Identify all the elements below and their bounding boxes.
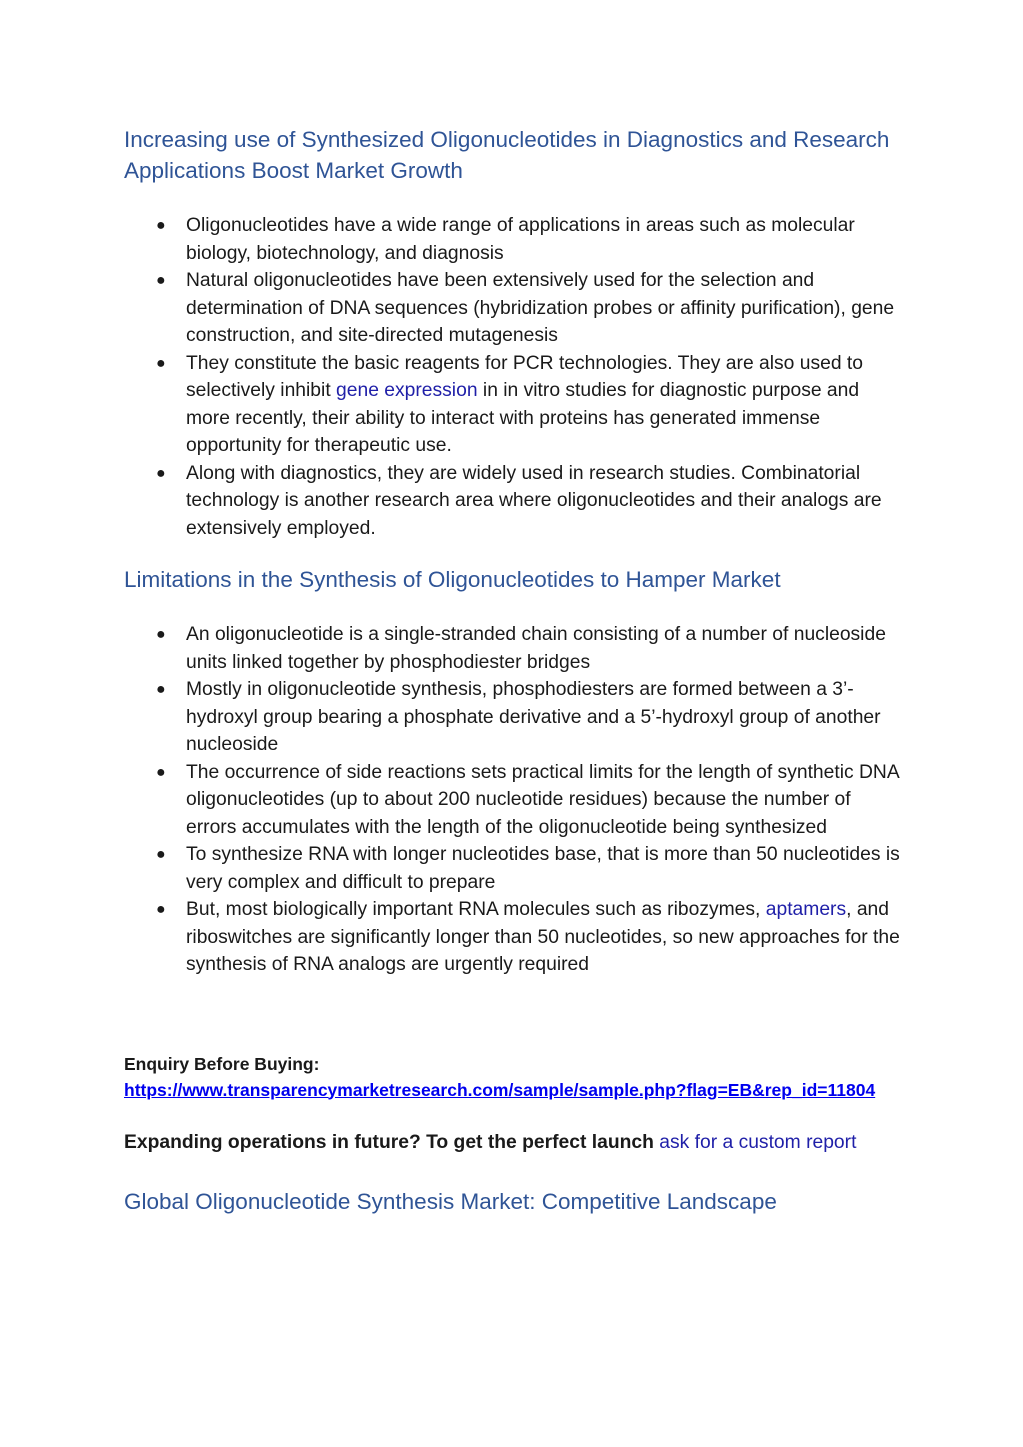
list-item-text: An oligonucleotide is a single-stranded chain consisting of a number of nucleoside units linked together by phosphodiester bridges [186, 624, 886, 673]
list-item [124, 759, 904, 842]
list-item [124, 460, 904, 543]
list-item-text: The occurrence of side reactions sets practical limits for the length of synthetic DNA oligonucleotides (up to about 200 nucleotide residues) because the number of errors accumulates with the length of the oligonucleotide being synthesized [186, 761, 899, 838]
bullet-icon: ● [156, 354, 166, 372]
list-item [124, 350, 904, 460]
custom-report-paragraph [124, 1129, 904, 1157]
bullet-icon: ● [156, 846, 166, 863]
list-item-text: To synthesize RNA with longer nucleotides base, that is more than 50 nucleotides is very complex and difficult to prepare [186, 844, 900, 893]
list-item-text: But, most biologically important RNA molecules such as ribozymes, [186, 899, 766, 920]
list-item-text: in in vitro studies for diagnostic purpose and more recently, their ability to interact with proteins has generated immense opportunity for therapeutic use. [186, 380, 860, 456]
list-item [124, 212, 904, 267]
growth-bullet-list [124, 212, 904, 542]
list-item [124, 676, 904, 759]
enquiry-url-link[interactable]: https://www.transparencymarketresearch.com/sample/sample.php?flag=EB&rep_id=11804 [124, 1079, 876, 1100]
list-item [124, 621, 904, 676]
custom-report-prompt: Expanding operations in future? To get the perfect launch [124, 1131, 654, 1153]
section-heading-growth: Increasing use of Synthesized Oligonucleotides in Diagnostics and Research Applications Boost Market Growth [124, 127, 890, 183]
bullet-icon: ● [156, 217, 166, 234]
list-item-text: Oligonucleotides have a wide range of applications in areas such as molecular biology, biotechnology, and diagnosis [186, 215, 855, 264]
bullet-icon: ● [156, 626, 166, 643]
custom-report-link[interactable]: ask for a custom report [659, 1131, 857, 1153]
list-item-text: , and riboswitches are significantly longer than 50 nucleotides, so new approaches for the synthesis of RNA analogs are urgently required [186, 899, 900, 975]
list-item-text: Along with diagnostics, they are widely used in research studies. Combinatorial technology is another research area where oligonucleotides and their analogs are extensively employed. [186, 462, 882, 539]
bullet-icon: ● [156, 272, 166, 289]
bullet-icon: ● [156, 901, 166, 918]
list-item [124, 896, 904, 979]
bullet-icon: ● [156, 763, 166, 781]
bullet-icon: ● [156, 464, 166, 482]
aptamers-link[interactable]: aptamers [765, 899, 847, 920]
list-item-text: They constitute the basic reagents for PCR technologies. They are also used to selectively inhibit [186, 352, 864, 401]
enquiry-block [124, 1051, 904, 1103]
list-item-text: Mostly in oligonucleotide synthesis, phosphodiesters are formed between a 3’-hydroxyl group bearing a phosphate derivative and a 5’-hydroxyl group of another nucleoside [186, 679, 881, 755]
section-heading-limitations: Limitations in the Synthesis of Oligonucleotides to Hamper Market [124, 567, 781, 592]
bullet-icon: ● [156, 681, 166, 698]
document-page [124, 124, 904, 1217]
enquiry-label: Enquiry Before Buying: [124, 1053, 320, 1074]
section-heading-competitive-landscape: Global Oligonucleotide Synthesis Market: Competitive Landscape [124, 1189, 777, 1214]
limitations-bullet-list [124, 621, 904, 979]
list-item-text: Natural oligonucleotides have been extensively used for the selection and determination of DNA sequences (hybridization probes or affinity purification), gene construction, and site-directed mutagenesis [186, 270, 895, 346]
list-item [124, 841, 904, 896]
list-item [124, 267, 904, 350]
gene-expression-link[interactable]: gene expression [336, 380, 478, 401]
